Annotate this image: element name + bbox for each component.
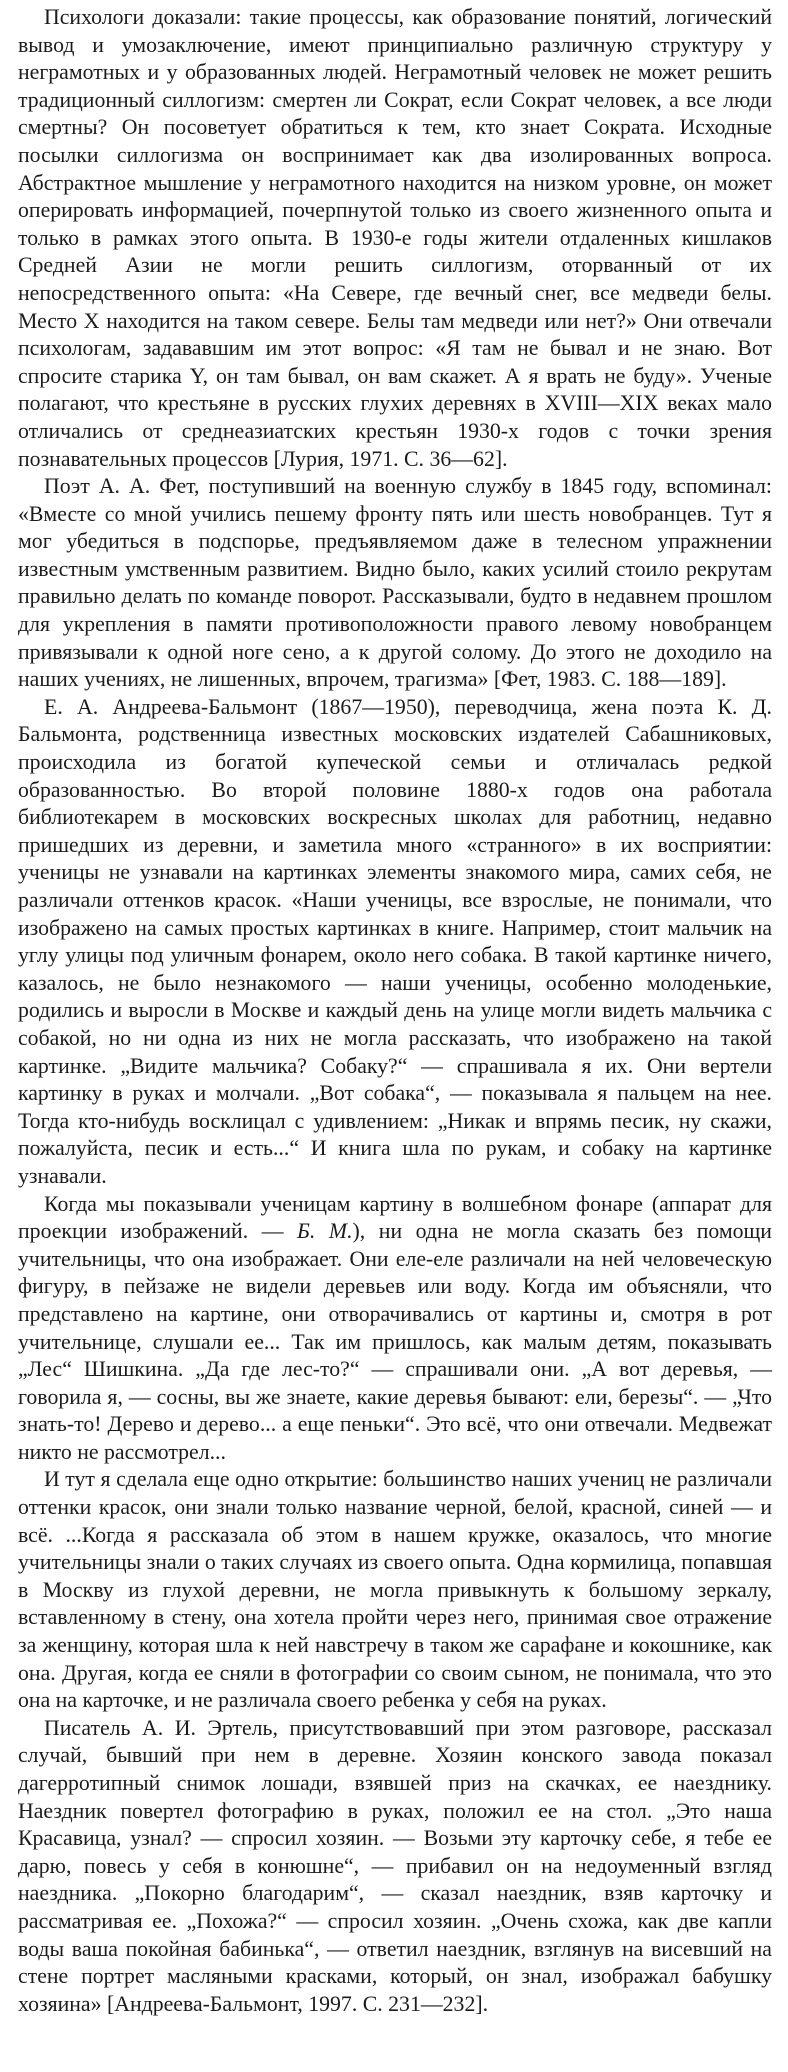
paragraph-magic-lantern-end: ), ни одна не могла сказать без помощи учительницы, что она изображает. Они еле-еле различали на ней человеческую фигуру, в пейзаже не видели деревьев или воду. Когда им объясняли, что представлено на картине, они отворачивались от картины и, смотря в рот учительнице, слушали ее... Так им пришлось, как малым детям, показывать „Лес“ Шишкина. „Да где лес-то?“ — спрашивали они. „А вот деревья, — говорила я, — сосны, вы же знаете, какие деревья бывают: ели, березы“. — „Что знать-то! Дерево и дерево... а еще пеньки“. Это всё, что они отвечали. Медвежат никто не рассмотрел... bbox=[18, 1219, 772, 1464]
paragraph-magic-lantern-start: Когда мы показывали ученицам картину в волшебном фонаре (аппарат для проекции изображений. — bbox=[18, 1191, 772, 1244]
paragraph-magic-lantern bbox=[18, 1191, 772, 1467]
paragraph-ertel: Писатель А. И. Эртель, присутствовавший при этом разговоре, рассказал случай, бывший при нем в деревне. Хозяин конского завода показал дагерротипный снимок лошади, взявшей приз на скачках, ее наезднику. Наездник повертел фотографию в руках, положил ее на стол. „Это наша Красавица, узнал? — спросил хозяин. — Возьми эту карточку себе, я тебе ее дарю, повесь у себя в конюшне“, — прибавил он на недоуменный взгляд наездника. „Покорно благодарим“, — сказал наездник, взяв карточку и рассматривая ее. „Похожа?“ — спросил хозяин. „Очень схожа, как две капли воды ваша покойная бабинька“, — ответил наездник, взглянув на висевший на стене портрет масляными красками, который, он знал, изображал бабушку хозяина» [Андреева-Бальмонт, 1997. С. 231—232]. bbox=[18, 1715, 772, 2016]
paragraph-psychologists: Психологи доказали: такие процессы, как образование понятий, логический вывод и умозаключение, имеют принципиально различную структуру у неграмотных и у образованных людей. Неграмотный человек не может решить традиционный силлогизм: смертен ли Сократ, если Сократ человек, а все люди смертны? Он посоветует обратиться к тем, кто знает Сократа. Исходные посылки силлогизма он воспринимает как два изолированных вопроса. Абстрактное мышление у неграмотного находится на низком уровне, он может оперировать информацией, почерпнутой только из своего жизненного опыта и только в рамках этого опыта. В 1930-е годы жители отдаленных кишлаков Средней Азии не могли решить силлогизм, оторванный от их непосредственного опыта: «На Севере, где вечный снег, все медведи белы. Место X находится на таком севере. Белы там медведи или нет?» Они отвечали психологам, задававшим им этот вопрос: «Я там не бывал и не знаю. Вот спросите старика Y, он там бывал, он вам скажет. А я врать не буду». Ученые полагают, что крестьяне в русских глухих деревнях в XVIII—XIX веках мало отличались от среднеазиатских крестьян 1930-х годов с точки зрения познавательных процессов [Лурия, 1971. С. 36—62]. bbox=[18, 5, 772, 471]
paragraph-colors-discovery: И тут я сделала еще одно открытие: большинство наших учениц не различали оттенки красок, они знали только название черной, белой, красной, синей — и всё. ...Когда я рассказала об этом в нашем кружке, оказалось, что многие учительницы знали о таких случаях из своего опыта. Одна кормилица, попавшая в Москву из глухой деревни, не могла привыкнуть к большому зеркалу, вставленному в стену, она хотела пройти через него, принимая свое отражение за женщину, которая шла к ней навстречу в таком же сарафане и кокошнике, как она. Другая, когда ее сняли в фотографии со своим сыном, не понимала, что это она на карточке, и не различала своего ребенка у себя на руках. bbox=[18, 1467, 772, 1713]
paragraph-andreeva-balmont: Е. А. Андреева-Бальмонт (1867—1950), переводчица, жена поэта К. Д. Бальмонта, родственница известных московских издателей Сабашниковых, происходила из богатой купеческой семьи и отличалась редкой образованностью. Во второй половине 1880-х годов она работала библиотекарем в московских воскресных школах для работниц, недавно пришедших из деревни, и заметила много «странного» в их восприятии: ученицы не узнавали на картинках элементы знакомого мира, самих себя, не различали оттенков красок. «Наши ученицы, все взрослые, не понимали, что изображено на самых простых картинках в книге. Например, стоит мальчик на углу улицы под уличным фонарем, около него собака. В такой картинке ничего, казалось, не было незнакомого — наши ученицы, особенно молоденькие, родились и выросли в Москве и каждый день на улице могли видеть мальчика с собакой, но ни одна из них не могла рассказать, что изображено на такой картинке. „Видите мальчика? Собаку?“ — спрашивала я их. Они вертели картинку в руках и молчали. „Вот собака“, — показывала я пальцем на нее. Тогда кто-нибудь восклицал с удивлением: „Никак и впрямь песик, ну скажи, пожалуйста, песик и есть...“ И книга шла по рукам, и собаку на картинке узнавали. bbox=[18, 694, 772, 1188]
paragraph-fet: Поэт А. А. Фет, поступивший на военную службу в 1845 году, вспоминал: «Вместе со мной учились пешему фронту пять или шесть новобранцев. Тут я мог убедиться в подспорье, предъявляемом даже в телесном упражнении известным умственным развитием. Видно было, каких усилий стоило рекрутам правильно делать по команде поворот. Рассказывали, будто в недавнем прошлом для укрепления в памяти противоположности правого левому новобранцем привязывали к одной ноге сено, а к другой солому. До этого не доходило на наших учениях, не лишенных, впрочем, трагизма» [Фет, 1983. С. 188—189]. bbox=[18, 474, 772, 692]
editor-initials: Б. М. bbox=[297, 1219, 353, 1244]
